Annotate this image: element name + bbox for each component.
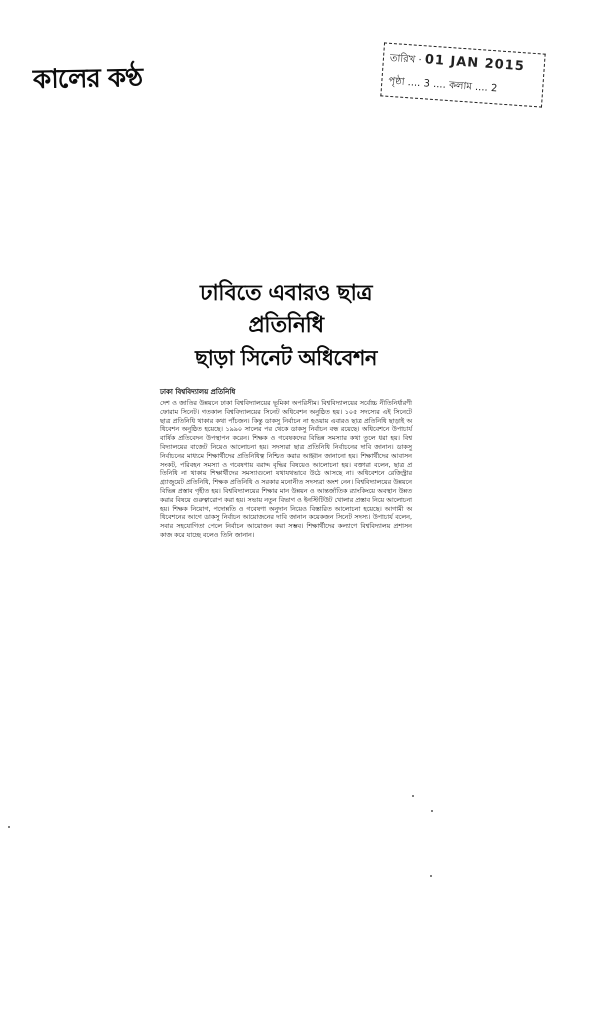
stamp-page-label: পৃষ্ঠা	[387, 75, 405, 88]
newspaper-masthead: কালের কণ্ঠ	[32, 63, 143, 95]
article-byline: ঢাকা বিশ্ববিদ্যালয় প্রতিনিধি	[160, 388, 236, 396]
stamp-page-value: 3	[423, 78, 431, 90]
article-body	[160, 399, 412, 540]
stamp-date-row: তারিখ · 01 JAN 2015	[389, 52, 526, 75]
scan-speck	[412, 795, 414, 797]
article-headline	[160, 278, 412, 374]
scan-speck	[431, 810, 433, 812]
date-stamp	[380, 42, 545, 107]
article-paragraph: দেশ ও জাতির উন্নয়নে ঢাকা বিশ্ববিদ্যালয়ের ভূমিকা অপরিসীম। বিশ্ববিদ্যালয়ের সর্বোচ্চ নীতিনির্ধারণী ফোরাম সিনেট। গতকাল বিশ্ববিদ্যালয়ের সিনেট অধিবেশন অনুষ্ঠিত হয়। ১০৫ সদস্যের এই সিনেটে ছাত্র প্রতিনিধি থাকার কথা পাঁচজন। কিন্তু ডাকসু নির্বাচন না হওয়ায় এবারও ছাত্র প্রতিনিধি ছাড়াই অধিবেশন অনুষ্ঠিত হয়েছে। ১৯৯০ সালের পর থেকে ডাকসু নির্বাচন বন্ধ রয়েছে। অধিবেশনে উপাচার্য বার্ষিক প্রতিবেদন উপস্থাপন করেন। শিক্ষক ও গবেষকদের বিভিন্ন সমস্যার কথা তুলে ধরা হয়। বিশ্ববিদ্যালয়ের বাজেট নিয়েও আলোচনা হয়। সদস্যরা ছাত্র প্রতিনিধি নির্বাচনের দাবি জানান। ডাকসু নির্বাচনের মাধ্যমে শিক্ষার্থীদের প্রতিনিধিত্ব নিশ্চিত করার আহ্বান জানানো হয়। শিক্ষার্থীদের আবাসন সংকট, পরিবহন সমস্যা ও গবেষণায় বরাদ্দ বৃদ্ধির বিষয়েও আলোচনা হয়। বক্তারা বলেন, ছাত্র প্রতিনিধি না থাকায় শিক্ষার্থীদের সমস্যাগুলো যথাযথভাবে উঠে আসছে না। অধিবেশনে রেজিস্ট্রার গ্র্যাজুয়েট প্রতিনিধি, শিক্ষক প্রতিনিধি ও সরকার মনোনীত সদস্যরা অংশ নেন। বিশ্ববিদ্যালয়ের উন্নয়নে বিভিন্ন প্রস্তাব গৃহীত হয়। বিশ্ববিদ্যালয়ের শিক্ষার মান উন্নয়ন ও আন্তর্জাতিক র‍্যাংকিংয়ে অবস্থান উন্নত করার বিষয়ে গুরুত্বারোপ করা হয়। সভায় নতুন বিভাগ ও ইনস্টিটিউট খোলার প্রস্তাব নিয়ে আলোচনা হয়। শিক্ষক নিয়োগ, পদোন্নতি ও গবেষণা অনুদান নিয়েও বিস্তারিত আলোচনা হয়েছে। আগামী অধিবেশনের আগে ডাকসু নির্বাচন আয়োজনের দাবি জানান কয়েকজন সিনেট সদস্য। উপাচার্য বলেন, সবার সহযোগিতা পেলে নির্বাচন আয়োজন করা সম্ভব। শিক্ষার্থীদের কল্যাণে বিশ্ববিদ্যালয় প্রশাসন কাজ করে যাচ্ছে বলেও তিনি জানান।	[160, 399, 412, 539]
article-clipping	[160, 278, 412, 638]
scan-speck	[8, 826, 10, 828]
headline-line-1: ঢাবিতে এবারও ছাত্র প্রতিনিধি	[199, 281, 373, 338]
stamp-date-value: 01 JAN 2015	[424, 52, 526, 75]
headline-line-2: ছাড়া সিনেট অধিবেশন	[195, 346, 377, 370]
scan-speck	[430, 875, 432, 877]
stamp-date-label: তারিখ	[389, 52, 416, 66]
stamp-column-value: 2	[490, 82, 498, 95]
stamp-column-label: কলাম	[448, 80, 473, 93]
stamp-page-row: পৃষ্ঠা .... 3 .... কলাম .... 2	[387, 75, 498, 95]
